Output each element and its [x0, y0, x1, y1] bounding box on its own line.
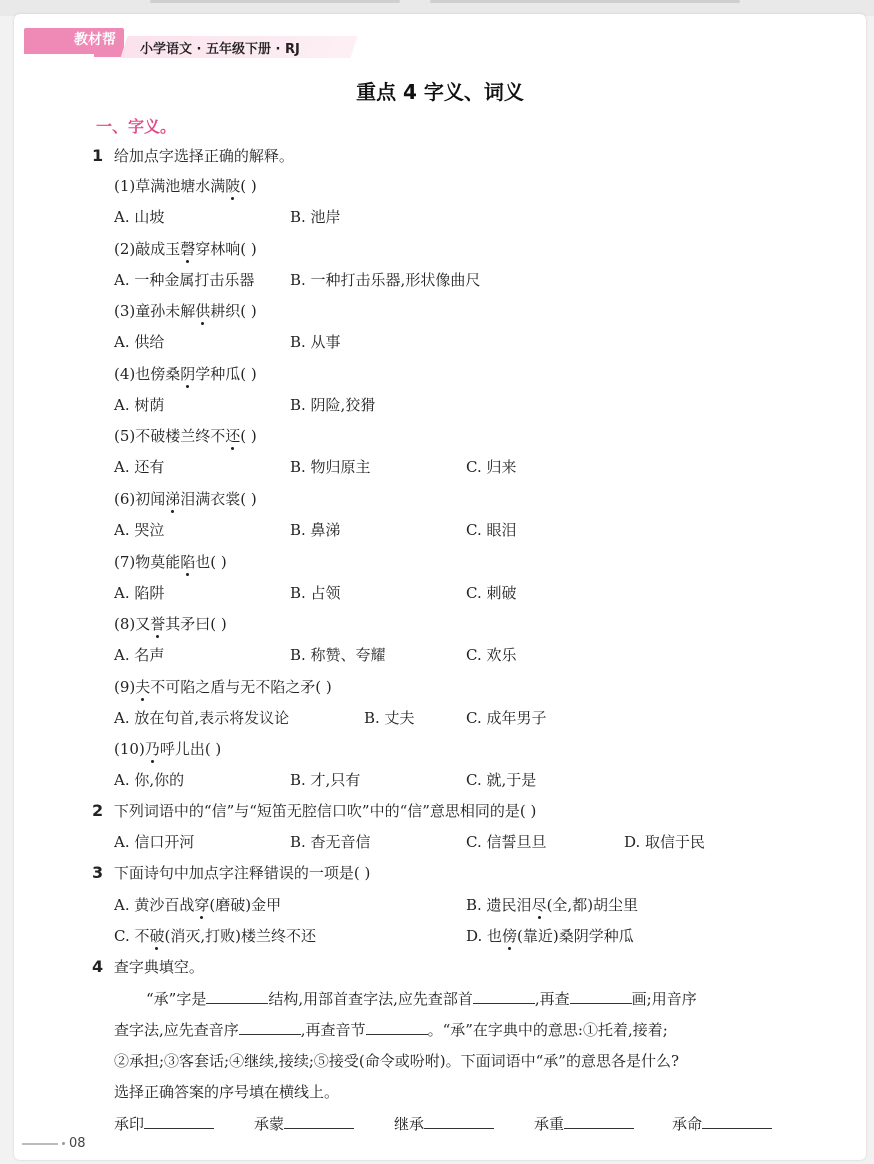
word-blank-item — [394, 1114, 494, 1134]
option: A. 哭泣 — [114, 521, 165, 539]
para-text: “承”字是 — [146, 990, 207, 1008]
option: B. 阴险,狡猾 — [290, 395, 376, 414]
sub-question-text: (6)初闻 — [114, 490, 166, 508]
word-blank-item — [672, 1114, 772, 1134]
para-text: ,再查音节 — [300, 1021, 366, 1039]
fill-blank[interactable] — [564, 1114, 634, 1129]
section-heading: 一、字义。 — [96, 117, 177, 136]
q4-word-blanks — [114, 1114, 814, 1134]
options-row — [114, 332, 814, 352]
sub-question — [114, 552, 227, 572]
option-text: C. 不 — [114, 927, 150, 945]
sub-question-text: (4)也傍桑 — [114, 364, 181, 383]
option: C. 欢乐 — [466, 646, 517, 665]
page-title: 重点 4 字义、词义 — [356, 80, 524, 104]
footer-line — [22, 1143, 58, 1145]
sub-question — [114, 426, 257, 446]
dotted-char: 夫 — [135, 677, 151, 696]
option: A. 山坡 — [114, 208, 165, 226]
fill-blank[interactable] — [424, 1114, 494, 1129]
option: B. 物归原主 — [290, 458, 371, 477]
sub-question — [114, 301, 257, 321]
option: B. 从事 — [290, 333, 341, 352]
dotted-char: 陷 — [180, 552, 196, 571]
options-row — [114, 770, 814, 790]
dotted-char: 尽 — [531, 896, 547, 914]
sub-question-text: 学种瓜( ) — [195, 364, 257, 383]
fill-blank[interactable] — [239, 1020, 301, 1035]
sub-question — [114, 677, 332, 697]
sub-question — [114, 614, 227, 634]
dotted-char: 乃 — [144, 740, 160, 759]
sub-question-text: 也( ) — [195, 552, 227, 571]
option: B. 池岸 — [290, 208, 341, 226]
sub-question-text: (2)敲成玉 — [114, 239, 181, 258]
option: B. 鼻涕 — [290, 521, 341, 539]
question-1 — [92, 146, 294, 166]
q4-paragraph — [114, 984, 814, 1108]
q4-line-4: 选择正确答案的序号填在横线上。 — [114, 1083, 340, 1101]
dotted-char: 阴 — [180, 364, 196, 383]
options-row — [114, 520, 814, 540]
question-stem: 给加点字选择正确的解释。 — [113, 147, 294, 165]
dotted-char: 还 — [225, 427, 241, 446]
document-page — [14, 14, 866, 1160]
question-number: 2 — [92, 801, 104, 820]
question-2-options — [114, 832, 834, 852]
dotted-char: 涕 — [165, 490, 181, 508]
sub-question-text: (8)又 — [114, 615, 151, 634]
q3-option-d — [466, 926, 634, 946]
option: B. 占领 — [290, 583, 341, 602]
option: B. 一种打击乐器,形状像曲尺 — [290, 270, 481, 289]
fill-blank[interactable] — [284, 1114, 354, 1129]
options-row — [114, 270, 814, 290]
book-title: 小学语文 · 五年级下册 · RJ — [140, 42, 300, 57]
question-number: 4 — [92, 957, 104, 976]
question-number: 1 — [92, 146, 104, 165]
sub-question-text: (3)童孙未解 — [114, 302, 196, 321]
dotted-char: 供 — [195, 302, 211, 321]
option: D. 取信于民 — [624, 833, 706, 851]
q3-option-b — [466, 895, 638, 915]
sub-question — [114, 364, 257, 384]
sub-question — [114, 489, 257, 509]
para-text: 查字法,应先查音序 — [114, 1021, 239, 1039]
option: A. 放在句首,表示将发议论 — [114, 708, 290, 727]
options-row — [114, 645, 814, 665]
word-blank-item — [114, 1114, 214, 1134]
fill-blank[interactable] — [366, 1020, 428, 1035]
sub-question-text: (9) — [114, 677, 136, 696]
question-number: 3 — [92, 863, 104, 882]
page-number: 08 — [69, 1136, 86, 1151]
question-2 — [92, 801, 536, 821]
q3-option-c — [114, 926, 316, 946]
word: 承印 — [114, 1115, 145, 1133]
sub-question-text: ( ) — [240, 177, 257, 195]
option-text: (消灭,打败)楼兰终不还 — [164, 927, 316, 945]
sub-question-text: (7)物莫能 — [114, 552, 181, 571]
topbar-segment — [430, 0, 740, 3]
sub-question-text: 其矛曰( ) — [165, 615, 227, 634]
para-text: 画;用音序 — [631, 990, 697, 1008]
option: A. 你,你的 — [114, 771, 185, 790]
option: A. 树荫 — [114, 395, 165, 414]
option: A. 信口开河 — [114, 833, 195, 851]
options-row — [114, 708, 814, 728]
question-stem: 查字典填空。 — [113, 958, 204, 976]
option: C. 眼泪 — [466, 521, 517, 539]
option-text: (靠近)桑阴学种瓜 — [517, 927, 634, 945]
word: 继承 — [394, 1115, 425, 1133]
sub-question-text: (1)草满池塘水满 — [114, 177, 226, 195]
option-text: B. 遗民泪 — [466, 896, 532, 914]
option: B. 杳无音信 — [290, 833, 371, 851]
sub-question — [114, 739, 221, 759]
option: A. 陷阱 — [114, 583, 165, 602]
tag-label: 教材帮 — [24, 28, 124, 54]
word: 承蒙 — [254, 1115, 285, 1133]
option: C. 就,于是 — [466, 771, 537, 790]
word: 承命 — [672, 1115, 703, 1133]
para-text: 结构,用部首查字法,应先查部首 — [268, 990, 473, 1008]
option-text: D. 也 — [466, 927, 503, 945]
q4-line-2 — [114, 1015, 814, 1046]
options-row — [114, 395, 814, 415]
dotted-char: 陂 — [225, 177, 241, 195]
sub-question-text: 不可陷之盾与无不陷之矛( ) — [150, 677, 332, 696]
option: A. 还有 — [114, 458, 165, 477]
sub-question-text: ( ) — [240, 427, 257, 446]
sub-question-text: 耕织( ) — [210, 302, 257, 321]
sub-question-text: 穿林响( ) — [195, 239, 257, 258]
sub-question — [114, 239, 257, 259]
sub-question-text: (5)不破楼兰终不 — [114, 427, 226, 446]
option: A. 供给 — [114, 333, 165, 352]
option-text: (磨破)金甲 — [209, 896, 282, 914]
word-blank-item — [534, 1114, 634, 1134]
dotted-char: 傍 — [502, 927, 518, 945]
question-3 — [92, 863, 370, 883]
q3-option-a — [114, 895, 281, 915]
option: A. 一种金属打击乐器 — [114, 270, 255, 289]
question-stem: 下面诗句中加点字注释错误的一项是( ) — [113, 864, 371, 882]
options-row — [114, 457, 814, 477]
dotted-char: 誉 — [150, 615, 166, 634]
options-row — [114, 583, 814, 603]
topbar-segment — [150, 0, 400, 3]
dotted-char: 磬 — [180, 239, 196, 258]
fill-blank[interactable] — [702, 1114, 772, 1129]
q4-line-1 — [114, 984, 814, 1015]
dotted-char: 穿 — [194, 896, 210, 914]
option: C. 信誓旦旦 — [466, 833, 547, 851]
option: C. 成年男子 — [466, 708, 547, 727]
sub-question-text: 泪满衣裳( ) — [180, 490, 257, 508]
option: B. 丈夫 — [364, 708, 415, 727]
footer-dot — [62, 1142, 65, 1145]
fill-blank[interactable] — [570, 989, 632, 1004]
option-text: A. 黄沙百战 — [114, 896, 195, 914]
fill-blank[interactable] — [144, 1114, 214, 1129]
word: 承重 — [534, 1115, 565, 1133]
word-blank-item — [254, 1114, 354, 1134]
option: C. 归来 — [466, 458, 517, 477]
q4-line-3: ②承担;③客套话;④继续,接续;⑤接受(命令或吩咐)。下面词语中“承”的意思各是什么? — [114, 1052, 680, 1070]
dotted-char: 破 — [149, 927, 165, 945]
sub-question — [114, 176, 257, 196]
option: B. 才,只有 — [290, 771, 361, 790]
para-text: ,再查 — [534, 990, 570, 1008]
tag-underline — [94, 54, 124, 57]
para-text: 。“承”在字典中的意思:①托着,接着; — [427, 1021, 668, 1039]
question-stem: 下列词语中的“信”与“短笛无腔信口吹”中的“信”意思相同的是( ) — [113, 802, 537, 820]
options-row — [114, 207, 814, 227]
option: C. 刺破 — [466, 583, 517, 602]
fill-blank[interactable] — [473, 989, 535, 1004]
page-footer — [22, 1136, 86, 1151]
sub-question-text: (10) — [114, 740, 145, 759]
option-text: (全,都)胡尘里 — [546, 896, 639, 914]
sub-question-text: 呼儿出( ) — [159, 740, 222, 759]
option: A. 名声 — [114, 646, 165, 665]
option: B. 称赞、夸耀 — [290, 646, 386, 665]
fill-blank[interactable] — [206, 989, 268, 1004]
question-4 — [92, 957, 204, 977]
